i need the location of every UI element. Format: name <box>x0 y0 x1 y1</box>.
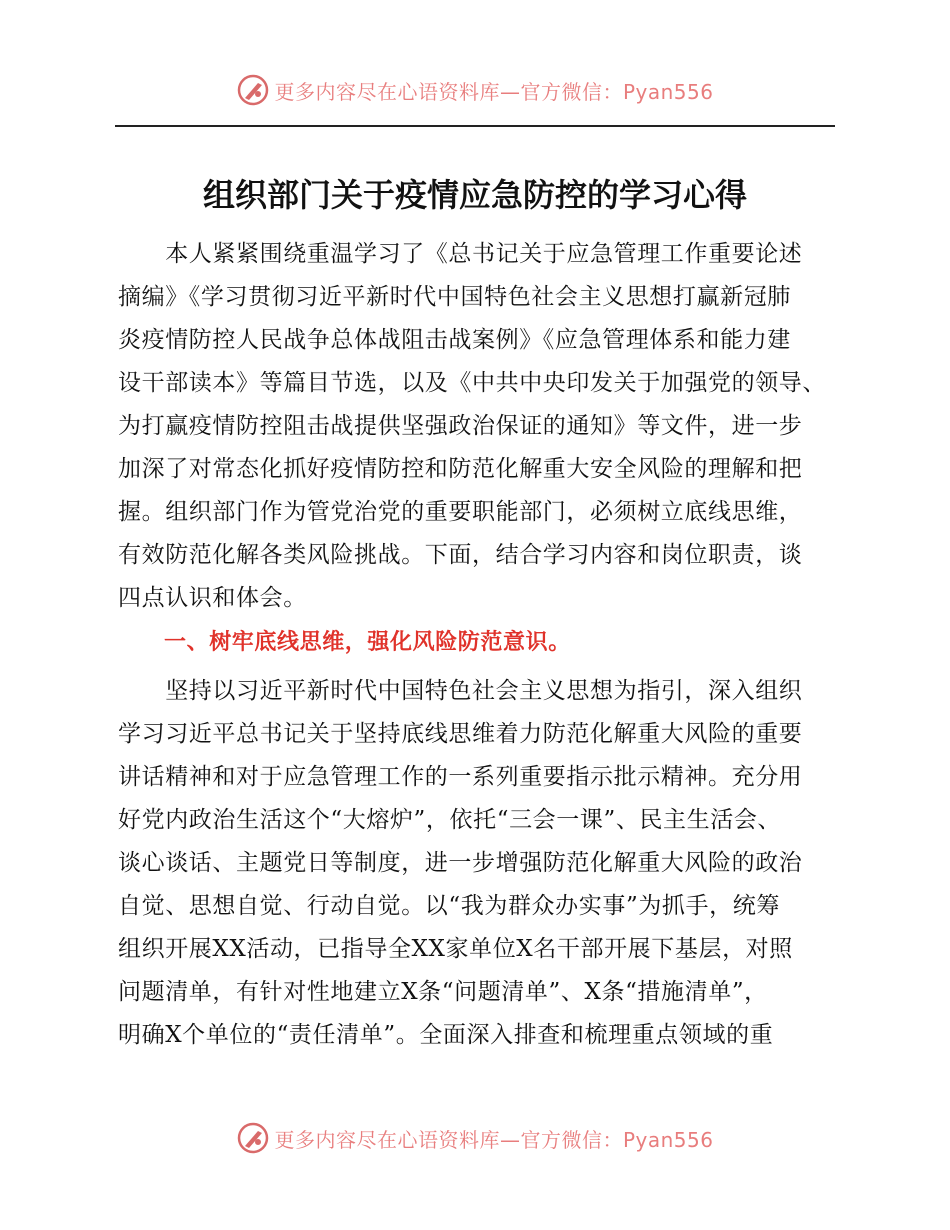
document-title: 组织部门关于疫情应急防控的学习心得 <box>202 176 747 214</box>
header-banner <box>0 70 950 110</box>
text-line: 问题清单，有针对性地建立X条“问题清单”、X条“措施清单”， <box>118 979 768 1005</box>
quill-heart-logo <box>236 73 270 107</box>
text-line: 本人紧紧围绕重温学习了《总书记关于应急管理工作重要论述 <box>118 241 803 267</box>
quill-heart-logo <box>236 1121 270 1155</box>
text-line: 好党内政治生活这个“大熔炉”，依托“三会一课”、民主生活会、 <box>118 807 782 833</box>
text-line: 握。组织部门作为管党治党的重要职能部门，必须树立底线思维， <box>118 499 803 525</box>
text-line: 坚持以习近平新时代中国特色社会主义思想为指引，深入组织 <box>118 678 803 704</box>
text-line: 四点认识和体会。 <box>118 585 307 611</box>
text-line: 有效防范化解各类风险挑战。下面，结合学习内容和岗位职责，谈 <box>118 542 803 568</box>
text-line: 为打赢疫情防控阻击战提供坚强政治保证的通知》等文件，进一步 <box>118 413 803 439</box>
text-line: 加深了对常态化抓好疫情防控和防范化解重大安全风险的理解和把 <box>118 456 803 482</box>
text-line: 设干部读本》等篇目节选，以及《中共中央印发关于加强党的领导、 <box>118 370 826 396</box>
text-line: 组织开展XX活动，已指导全XX家单位X名干部开展下基层，对照 <box>118 936 793 962</box>
section-heading-1: 一、树牢底线思维，强化风险防范意识。 <box>164 630 571 655</box>
header-divider <box>115 125 835 127</box>
text-line: 摘编》《学习贯彻习近平新时代中国特色社会主义思想打赢新冠肺 <box>118 284 791 310</box>
text-line: 学习习近平总书记关于坚持底线思维着力防范化解重大风险的重要 <box>118 721 803 747</box>
text-line: 谈心谈话、主题党日等制度，进一步增强防范化解重大风险的政治 <box>118 850 803 876</box>
footer-banner-text: 更多内容尽在心语资料库—官方微信：Pyan556 <box>274 1127 714 1152</box>
footer-banner <box>0 1118 950 1158</box>
text-line: 自觉、思想自觉、行动自觉。以“我为群众办实事”为抓手，统筹 <box>118 893 780 919</box>
text-line: 炎疫情防控人民战争总体战阻击战案例》《应急管理体系和能力建 <box>118 327 791 353</box>
text-line: 讲话精神和对于应急管理工作的一系列重要指示批示精神。充分用 <box>118 764 803 790</box>
header-banner-text: 更多内容尽在心语资料库—官方微信：Pyan556 <box>274 79 714 104</box>
text-line: 明确X个单位的“责任清单”。全面深入排查和梳理重点领域的重 <box>118 1022 774 1048</box>
